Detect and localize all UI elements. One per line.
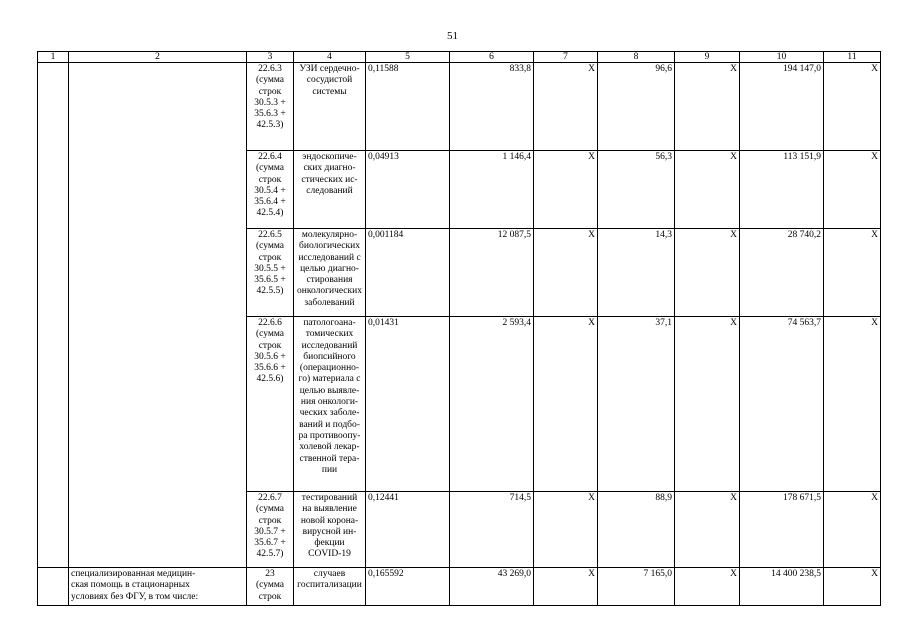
value-col6: 12 087,5 <box>450 229 534 317</box>
value-col8: 88,9 <box>598 492 675 568</box>
row-unit: молекулярно- биологических исследований с целью диагно- стирования онкологических заболеваний <box>294 229 366 317</box>
value-col5: 0,11588 <box>366 63 450 151</box>
empty-cell <box>38 568 69 606</box>
value-col8: 7 165,0 <box>598 568 675 606</box>
value-col9: X <box>675 492 740 568</box>
empty-cell <box>38 63 69 568</box>
value-col5: 0,001184 <box>366 229 450 317</box>
section-name: специализированная медицин- ская помощь в стационарных условиях без ФГУ, в том числе: <box>69 568 247 606</box>
value-col10: 14 400 238,5 <box>740 568 824 606</box>
column-number: 4 <box>294 52 366 63</box>
column-number: 9 <box>675 52 740 63</box>
value-col9: X <box>675 151 740 229</box>
page-number: 51 <box>447 30 458 42</box>
row-unit: патологоана- томических исследований биопсийного (операционно- го) материала с целью выявле- ния онкологи- ческих заболе- ваний и подбо- ра противоопу- холевой лекар- ственной тера- пии <box>294 317 366 492</box>
column-number: 11 <box>824 52 881 63</box>
value-col11: X <box>824 63 881 151</box>
row-unit: эндоскопиче- ских диагно- стических ис- следований <box>294 151 366 229</box>
row-unit: случаев госпитализации <box>294 568 366 606</box>
value-col5: 0,12441 <box>366 492 450 568</box>
value-col11: X <box>824 151 881 229</box>
value-col11: X <box>824 492 881 568</box>
value-col5: 0,04913 <box>366 151 450 229</box>
value-col6: 1 146,4 <box>450 151 534 229</box>
value-col8: 56,3 <box>598 151 675 229</box>
value-col7: X <box>534 151 598 229</box>
table-row <box>38 63 881 151</box>
value-col9: X <box>675 568 740 606</box>
value-col7: X <box>534 229 598 317</box>
value-col6: 43 269,0 <box>450 568 534 606</box>
column-number: 3 <box>247 52 294 63</box>
row-unit: тестирований на выявление новой корона- вирусной ин- фекции COVID-19 <box>294 492 366 568</box>
value-col9: X <box>675 63 740 151</box>
column-number: 6 <box>450 52 534 63</box>
row-code: 22.6.4 (сумма строк 30.5.4 + 35.6.4 + 42.5.4) <box>247 151 294 229</box>
column-number: 8 <box>598 52 675 63</box>
value-col8: 37,1 <box>598 317 675 492</box>
row-code: 23 (сумма строк <box>247 568 294 606</box>
row-code: 22.6.6 (сумма строк 30.5.6 + 35.6.6 + 42.5.6) <box>247 317 294 492</box>
value-col10: 113 151,9 <box>740 151 824 229</box>
column-number: 7 <box>534 52 598 63</box>
value-col7: X <box>534 317 598 492</box>
value-col7: X <box>534 63 598 151</box>
value-col10: 74 563,7 <box>740 317 824 492</box>
value-col5: 0,01431 <box>366 317 450 492</box>
value-col6: 714,5 <box>450 492 534 568</box>
row-code: 22.6.7 (сумма строк 30.5.7 + 35.6.7 + 42.5.7) <box>247 492 294 568</box>
column-number: 1 <box>38 52 69 63</box>
value-col10: 194 147,0 <box>740 63 824 151</box>
row-code: 22.6.3 (сумма строк 30.5.3 + 35.6.3 + 42.5.3) <box>247 63 294 151</box>
value-col10: 178 671,5 <box>740 492 824 568</box>
section-row <box>38 568 881 606</box>
value-col10: 28 740,2 <box>740 229 824 317</box>
norms-table <box>37 51 881 606</box>
value-col7: X <box>534 568 598 606</box>
row-unit: УЗИ сердечно- сосудистой системы <box>294 63 366 151</box>
column-number-row <box>38 52 881 63</box>
value-col11: X <box>824 317 881 492</box>
value-col6: 2 593,4 <box>450 317 534 492</box>
column-number: 2 <box>69 52 247 63</box>
value-col7: X <box>534 492 598 568</box>
value-col5: 0,165592 <box>366 568 450 606</box>
value-col8: 96,6 <box>598 63 675 151</box>
column-number: 5 <box>366 52 450 63</box>
value-col11: X <box>824 568 881 606</box>
value-col6: 833,8 <box>450 63 534 151</box>
row-code: 22.6.5 (сумма строк 30.5.5 + 35.6.5 + 42.5.5) <box>247 229 294 317</box>
value-col9: X <box>675 317 740 492</box>
empty-cell <box>69 63 247 568</box>
column-number: 10 <box>740 52 824 63</box>
value-col9: X <box>675 229 740 317</box>
value-col8: 14,3 <box>598 229 675 317</box>
value-col11: X <box>824 229 881 317</box>
